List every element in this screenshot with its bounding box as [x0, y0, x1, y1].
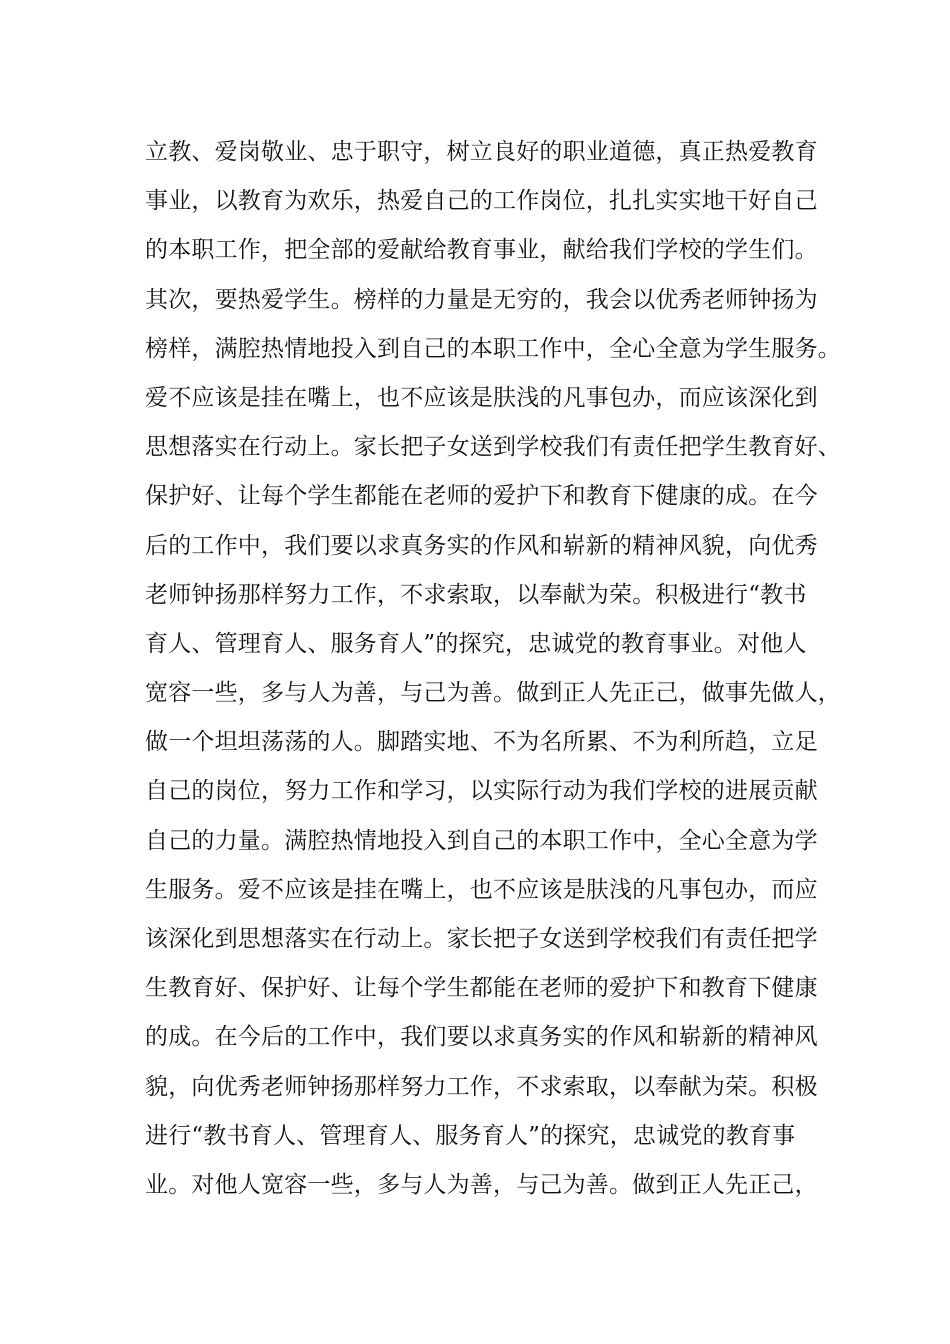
text-line: 后的工作中，我们要以求真务实的作风和崭新的精神风貌，向优秀: [145, 532, 818, 559]
text-line: 其次，要热爱学生。榜样的力量是无穷的，我会以优秀老师钟扬为: [145, 286, 818, 313]
text-line: 的成。在今后的工作中，我们要以求真务实的作风和崭新的精神风: [145, 1024, 818, 1051]
text-line: 业。对他人宽容一些，多与人为善，与己为善。做到正人先正己，: [145, 1171, 818, 1198]
text-line: 爱不应该是挂在嘴上，也不应该是肤浅的凡事包办，而应该深化到: [145, 384, 818, 411]
text-line: 宽容一些，多与人为善，与己为善。做到正人先正己，做事先做人，: [145, 680, 841, 707]
text-line: 进行“教书育人、管理育人、服务育人”的探究，忠诚党的教育事: [145, 1122, 796, 1149]
text-line: 的本职工作，把全部的爱献给教育事业，献给我们学校的学生们。: [145, 237, 818, 264]
text-line: 思想落实在行动上。家长把子女送到学校我们有责任把学生教育好、: [145, 434, 841, 461]
text-line: 生教育好、保护好、让每个学生都能在老师的爱护下和教育下健康: [145, 975, 818, 1002]
text-line: 该深化到思想落实在行动上。家长把子女送到学校我们有责任把学: [145, 926, 818, 952]
text-line: 生服务。爱不应该是挂在嘴上，也不应该是肤浅的凡事包办，而应: [145, 876, 818, 903]
text-line: 做一个坦坦荡荡的人。脚踏实地、不为名所累、不为利所趋，立足: [145, 729, 818, 756]
text-line: 自己的力量。满腔热情地投入到自己的本职工作中，全心全意为学: [145, 827, 818, 854]
text-line: 貌，向优秀老师钟扬那样努力工作，不求索取，以奉献为荣。积极: [145, 1073, 818, 1100]
text-line: 保护好、让每个学生都能在老师的爱护下和教育下健康的成。在今: [145, 483, 818, 510]
text-line: 榜样，满腔热情地投入到自己的本职工作中，全心全意为学生服务。: [145, 335, 841, 362]
text-line: 事业，以教育为欢乐，热爱自己的工作岗位，扎扎实实地干好自己: [145, 188, 818, 215]
text-line: 立教、爱岗敬业、忠于职守，树立良好的职业道德，真正热爱教育: [145, 139, 818, 165]
text-line: 老师钟扬那样努力工作，不求索取，以奉献为荣。积极进行“教书: [145, 581, 807, 608]
body-text: [145, 128, 845, 1210]
text-line: 自己的岗位，努力工作和学习，以实际行动为我们学校的进展贡献: [145, 778, 818, 805]
text-line: 育人、管理育人、服务育人”的探究，忠诚党的教育事业。对他人: [145, 630, 807, 657]
